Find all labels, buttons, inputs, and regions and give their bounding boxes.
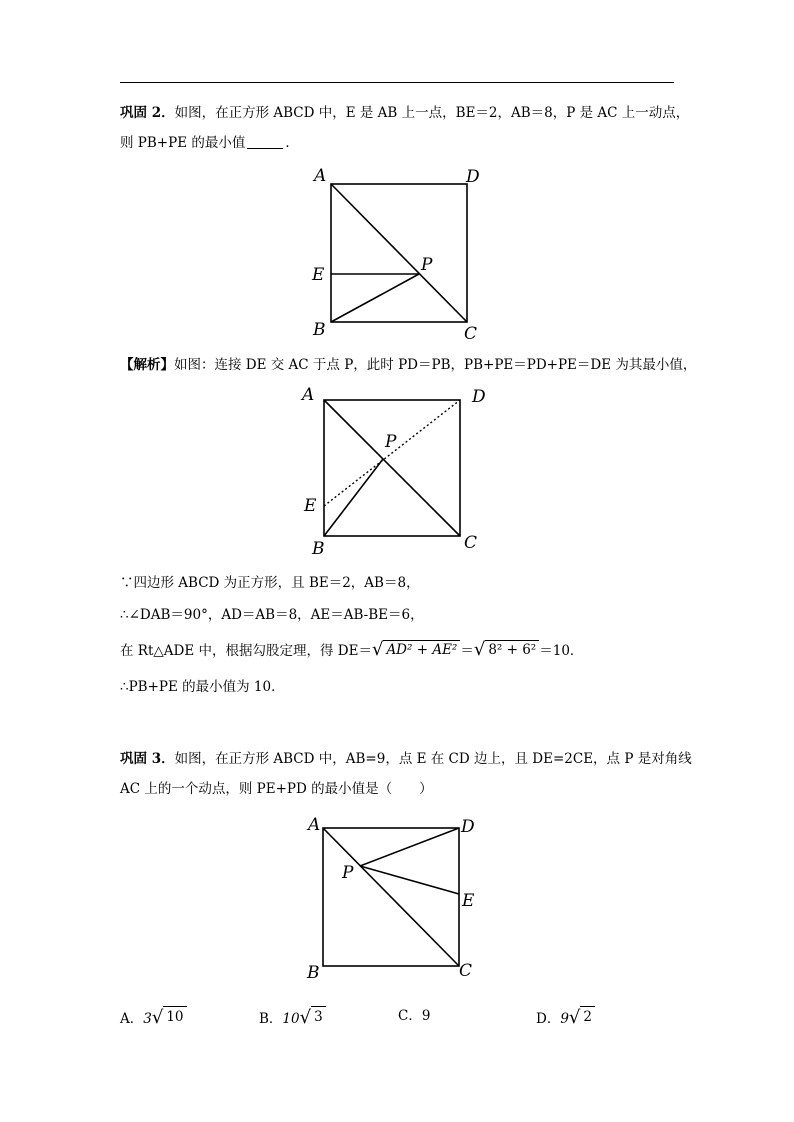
analysis-figure [296,378,496,560]
q2-label-P: P [421,255,433,275]
q3-figure [296,806,496,986]
analysis-dotted-de [324,400,460,506]
q2-diagonal-ac [331,184,467,322]
q3-label-A: A [308,815,321,835]
q3-text-line1: 如图，在正方形 ABCD 中，AB=9，点 E 在 CD 边上，且 DE=2CE，点 P 是对角线 [174,751,692,767]
sqrt-expression-1: √ AD² + AE² [372,640,460,659]
q2-figure [300,160,500,350]
q3-label-P: P [342,863,354,883]
analysis-label-D: D [472,387,486,407]
option-d[interactable]: D．9 √ 2 [536,1006,595,1029]
q2-label: 巩固 2． [120,105,175,121]
analysis-label-E: E [304,496,317,516]
option-a-sqrt: √ 10 [152,1006,187,1027]
q3-diagonal-ac [323,828,459,966]
option-b[interactable]: B．10 √ 3 [259,1006,326,1029]
q2-label-B: B [313,320,326,340]
header-rule [120,82,674,83]
q2-label-D: D [466,167,480,187]
sqrt-expression-2: √ 8² + 6² [474,640,539,659]
analysis-label-B: B [312,539,325,559]
q2-label-E: E [312,265,325,285]
analysis-label-C: C [464,533,478,553]
q3-label-B: B [307,963,320,983]
analysis-line [120,356,696,374]
analysis-step1: ∵四边形 ABCD 为正方形，且 BE＝2，AB＝8， [120,575,420,591]
analysis-step3: 在 Rt△ADE 中，根据勾股定理，得 DE＝ √ AD² + AE² ＝ √ 8² + 6² ＝10． [120,639,584,660]
q3-segment-pd [360,828,459,866]
q3-label: 巩固 3． [120,751,175,767]
q3-label-D: D [461,817,475,837]
q3-label-E: E [462,891,475,911]
q2-line1 [120,104,689,122]
q3-line1 [120,750,692,768]
analysis-label-A: A [302,385,315,405]
analysis-diagonal-ac [324,400,460,536]
analysis-label: 【解析】 [120,357,174,373]
q2-text-line2: 则 PB+PE 的最小值 [120,135,246,151]
q3-label-C: C [459,961,473,981]
analysis-label-P: P [385,432,397,452]
q2-text-line1: 如图，在正方形 ABCD 中，E 是 AB 上一点，BE＝2，AB＝8，P 是 AC 上一动点， [174,105,690,121]
option-d-sqrt: √ 2 [569,1006,595,1027]
option-c[interactable]: C．9 [398,1008,431,1024]
q2-segment-pb [331,274,419,322]
option-a[interactable]: A．3 √ 10 [120,1006,187,1029]
analysis-step4: ∴PB+PE 的最小值为 10． [120,679,285,695]
answer-blank [247,136,283,149]
analysis-segment-pb [324,459,383,536]
q2-label-A: A [314,166,327,186]
analysis-step2: ∴∠DAB＝90°，AD＝AB＝8，AE＝AB-BE＝6， [120,607,424,623]
q2-label-C: C [464,324,478,344]
option-b-sqrt: √ 3 [300,1006,326,1027]
q2-line2: 则 PB+PE 的最小值 ． [120,135,299,151]
q3-line2: AC 上的一个动点，则 PE+PD 的最小值是（ ） [120,781,433,797]
analysis-text: 如图：连接 DE 交 AC 于点 P，此时 PD＝PB，PB+PE＝PD+PE＝DE 为其最小值， [174,357,697,373]
